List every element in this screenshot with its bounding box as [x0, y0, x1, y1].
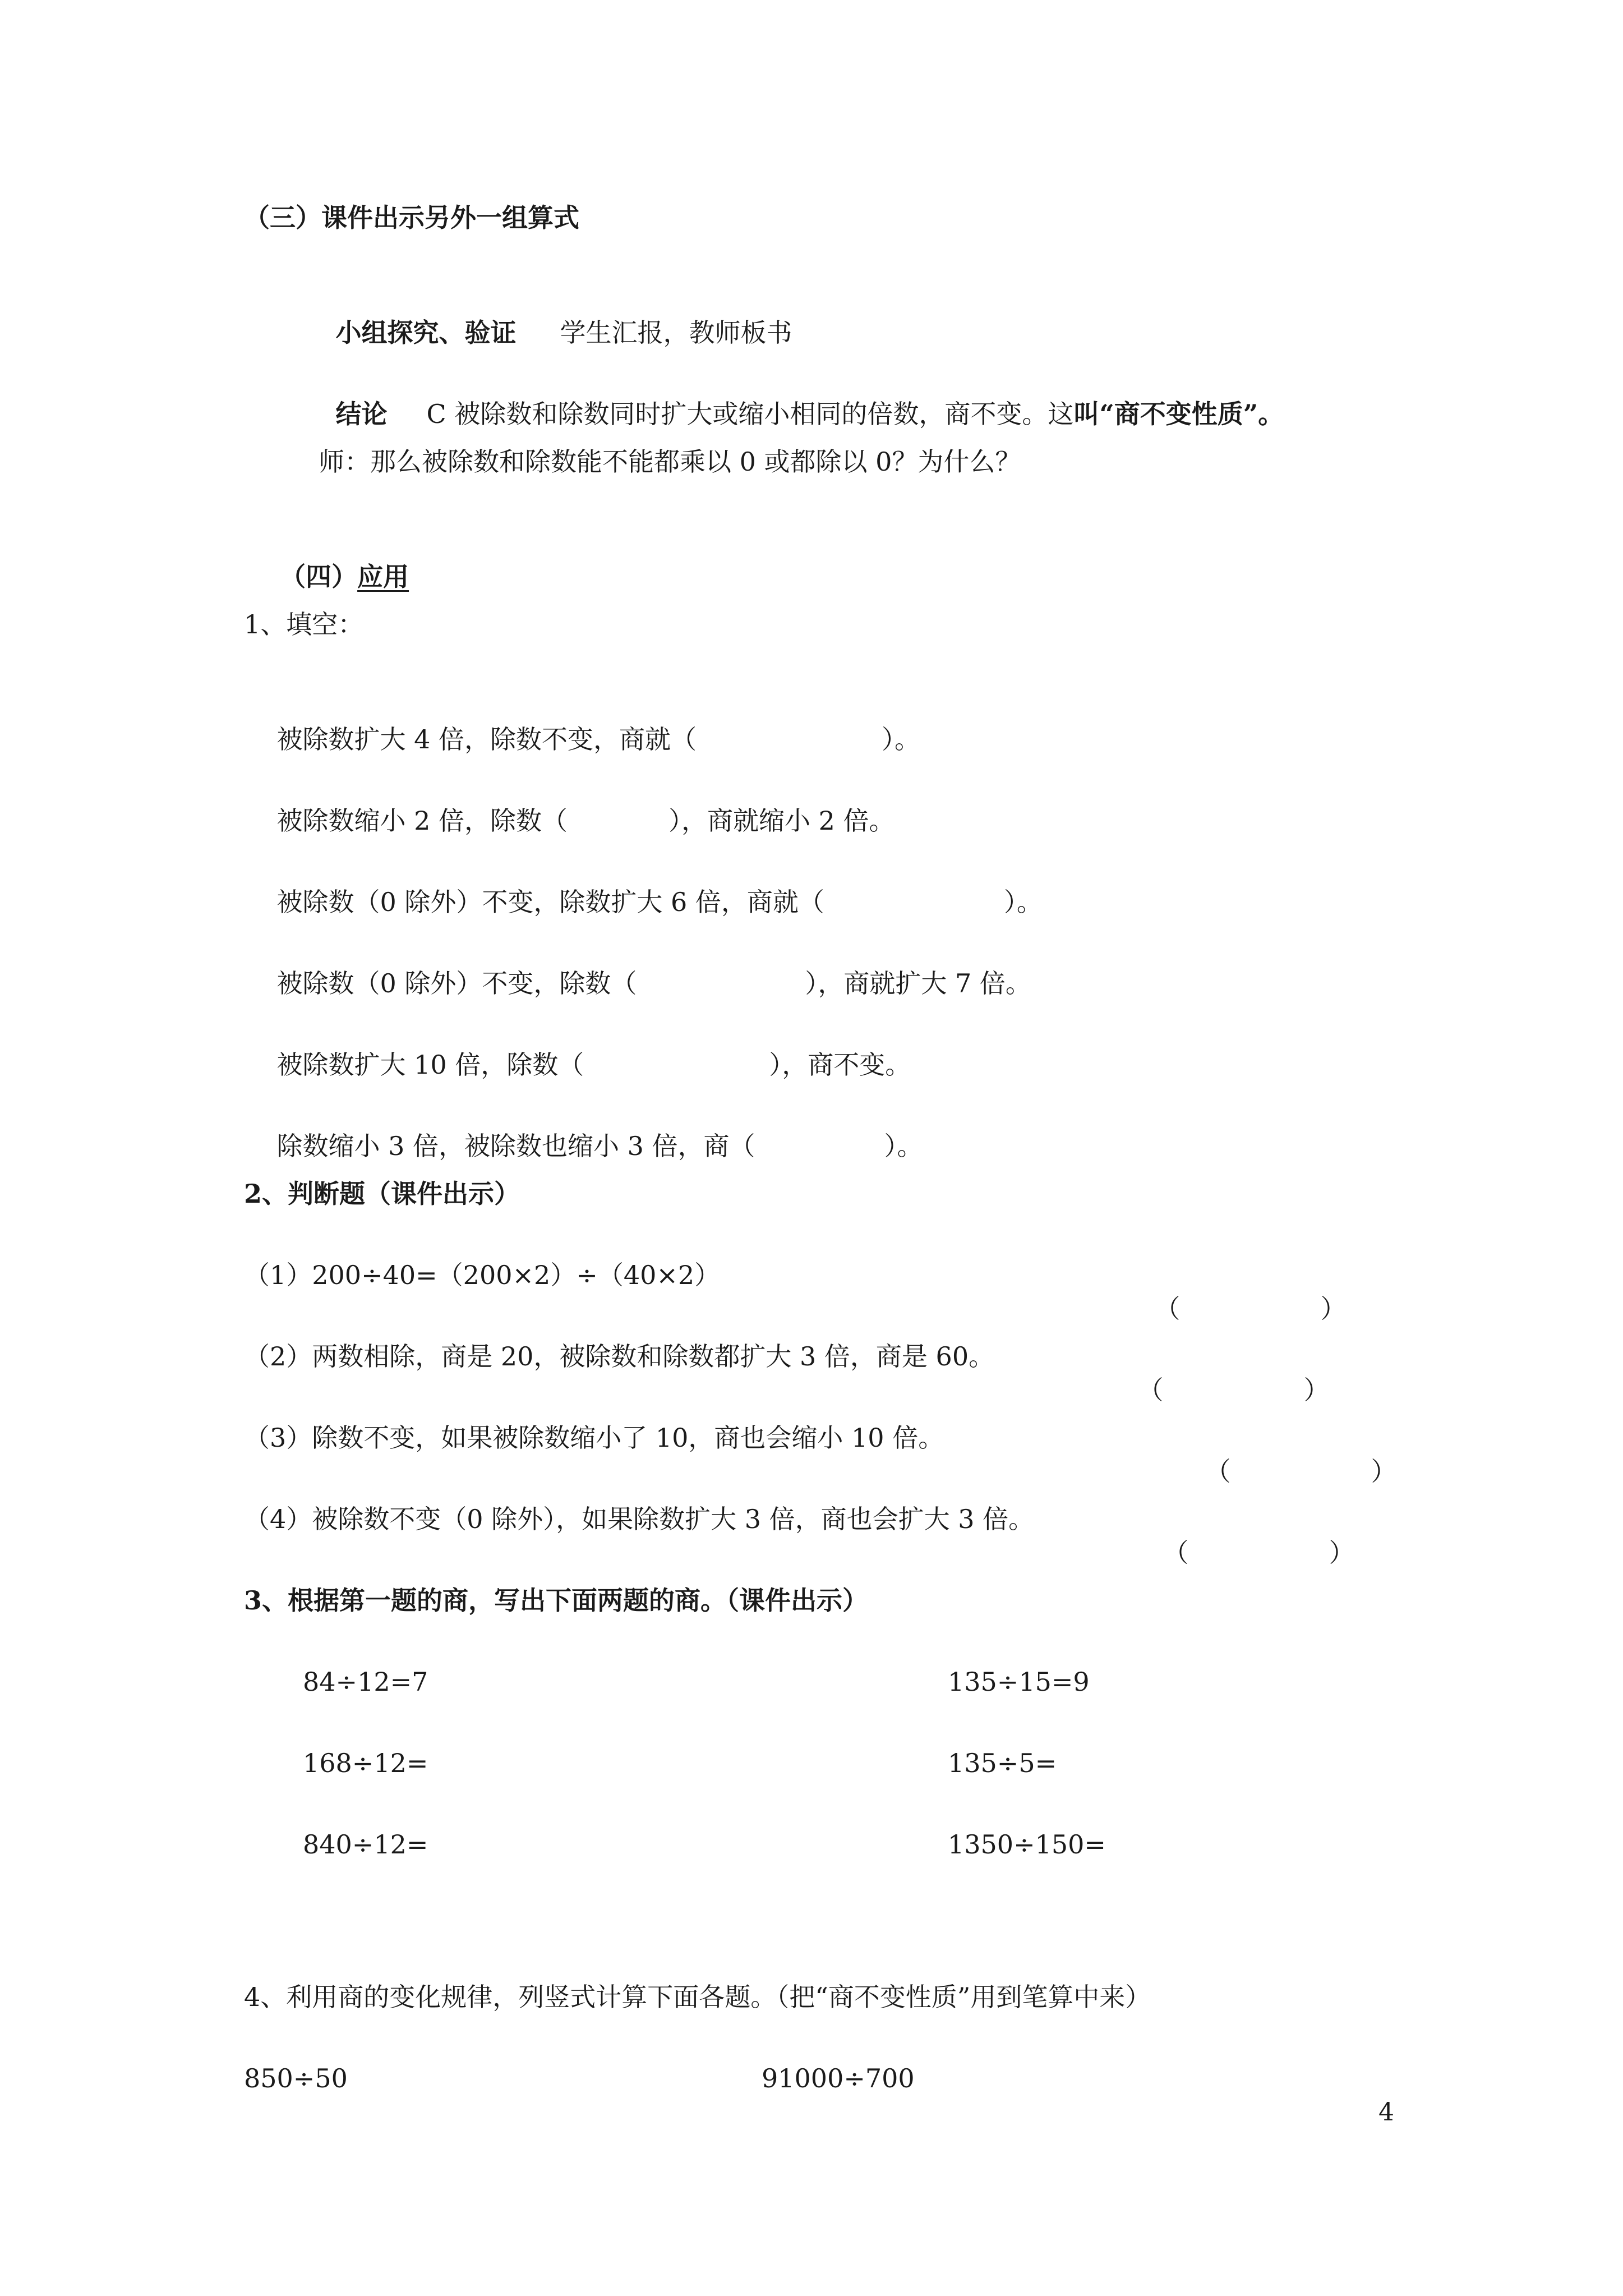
expression: 84÷12=7 [303, 1667, 428, 1697]
explore-text: 学生汇报，教师板书 [560, 318, 792, 348]
fill-blank-text: ）。 [882, 724, 921, 754]
expression: 850÷50 [244, 2063, 348, 2093]
teacher-question: 师：那么被除数和除数能不能都乘以 0 或都除以 0？为什么？ [319, 447, 1021, 477]
q3-title: 3、根据第一题的商，写出下面两题的商。（课件出示） [244, 1585, 869, 1616]
explore-label: 小组探究、验证 [335, 318, 517, 348]
fill-blank-text: ），商就缩小 2 倍。 [668, 806, 895, 836]
expression: 840÷12= [303, 1829, 428, 1860]
paren-open: （ [1163, 1538, 1189, 1568]
fill-blank-text: 被除数（0 除外）不变，除数扩大 6 倍，商就（ [276, 887, 824, 917]
conclusion-text: C 被除数和除数同时扩大或缩小相同的倍数，商不变。这 [426, 399, 1074, 429]
fill-blank-text: 被除数扩大 4 倍，除数不变，商就（ [276, 724, 697, 754]
fill-blank-text: 被除数扩大 10 倍，除数（ [276, 1050, 584, 1080]
paren-open: （ [1137, 1375, 1164, 1405]
judgment-item-text: （2）两数相除，商是 20，被除数和除数都扩大 3 倍，商是 60。 [244, 1341, 995, 1372]
section4-heading-word: 应用 [357, 562, 409, 592]
section3-heading: （三）课件出示另外一组算式 [244, 203, 579, 233]
judgment-item-text: （4）被除数不变（0 除外），如果除数扩大 3 倍，商也会扩大 3 倍。 [244, 1504, 1035, 1534]
paren-close: ） [1371, 1456, 1397, 1487]
paren-open: （ [1205, 1456, 1231, 1487]
fill-blank-text: ）。 [884, 1131, 923, 1161]
fill-blank-text: ），商就扩大 7 倍。 [805, 968, 1031, 999]
page-number: 4 [1378, 2098, 1394, 2127]
fill-blank-text: 被除数（0 除外）不变，除数（ [276, 968, 637, 999]
conclusion-label: 结论 [335, 399, 388, 429]
q2-title: 2、判断题（课件出示） [244, 1179, 520, 1209]
fill-blank-text: 被除数缩小 2 倍，除数（ [276, 806, 568, 836]
fill-blank-text: ），商不变。 [769, 1050, 911, 1080]
judgment-item-text: （1）200÷40=（200×2）÷（40×2） [244, 1260, 721, 1290]
paren-open: （ [1154, 1294, 1181, 1324]
q1-title: 1、填空： [244, 609, 364, 639]
expression: 168÷12= [303, 1748, 428, 1778]
paren-close: ） [1303, 1375, 1330, 1405]
expression: 135÷5= [948, 1748, 1057, 1778]
q4-title: 4、利用商的变化规律，列竖式计算下面各题。（把“商不变性质”用到笔算中来） [244, 1982, 1151, 2012]
fill-blank-text: ）。 [1003, 887, 1043, 917]
paren-close: ） [1329, 1538, 1355, 1568]
judgment-answer-paren[interactable] [1130, 1502, 1355, 1603]
fill-blank-text: 除数缩小 3 倍，被除数也缩小 3 倍，商（ [276, 1131, 755, 1161]
section4-heading-prefix: （四） [280, 562, 358, 592]
conclusion-emphasis: 叫“商不变性质”。 [1073, 399, 1284, 429]
paren-close: ） [1320, 1294, 1347, 1324]
expression: 1350÷150= [948, 1829, 1106, 1860]
judgment-item-text: （3）除数不变，如果被除数缩小了 10，商也会缩小 10 倍。 [244, 1423, 944, 1453]
expression: 91000÷700 [762, 2063, 915, 2093]
expression: 135÷15=9 [948, 1667, 1090, 1697]
